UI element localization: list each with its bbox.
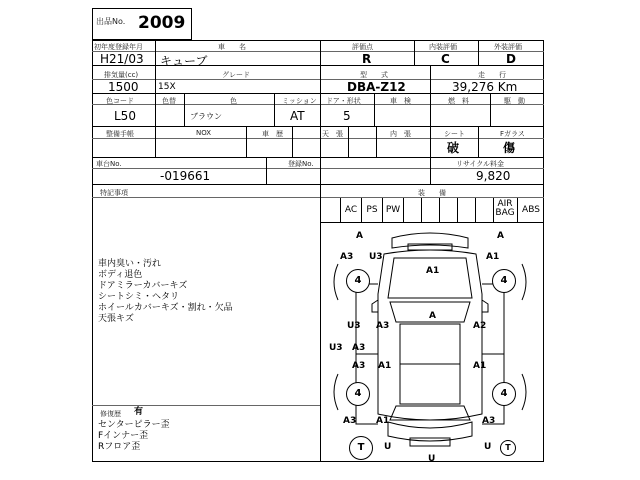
model-name: キューブ: [160, 54, 208, 68]
glass-label: Fガラス: [500, 130, 525, 138]
note-line: 車内臭い・汚れ: [98, 259, 162, 269]
model-label: 車 名: [218, 43, 246, 51]
exterior-label: 外装評価: [494, 43, 522, 51]
recycle-label: リサイクル料金: [456, 160, 505, 168]
drive-label: 駆 動: [504, 97, 525, 105]
damage-rear-left-a3: A3: [343, 416, 357, 426]
color-code: L50: [114, 109, 136, 123]
nox-label: NOX: [196, 129, 212, 137]
grade-label: グレード: [222, 71, 250, 79]
tire-rear-right: 4: [492, 382, 516, 406]
type-label: 型 式: [360, 71, 388, 79]
repair-label: 修復歴: [100, 410, 121, 418]
tire-rear-left: 4: [346, 382, 370, 406]
chassis-number: -019661: [160, 169, 211, 183]
doors: 5: [343, 109, 351, 123]
tire-rear-small: T: [500, 440, 516, 456]
interior-label: 内装評価: [429, 43, 457, 51]
repair-line: Rフロア歪: [98, 442, 141, 452]
inspection-label: 車 検: [390, 97, 411, 105]
damage-outer-a3: A3: [352, 343, 366, 353]
repair-line: Fインナー歪: [98, 431, 149, 441]
damage-front-left-a3: A3: [340, 252, 354, 262]
damage-hood: A1: [426, 266, 440, 276]
color-label: 色: [230, 97, 237, 105]
reg-year-label: 初年度登録年月: [94, 43, 143, 51]
damage-left-a3: A3: [376, 321, 390, 331]
mileage: 39,276 Km: [452, 80, 518, 94]
damage-rear-a1: A1: [376, 416, 390, 426]
damage-rear-right-a3: A3: [482, 416, 496, 426]
upholstery-label: 内 張: [390, 130, 411, 138]
damage-rear-u-right: U: [484, 442, 492, 452]
damage-roof: A: [429, 311, 436, 321]
grade: 15X: [158, 82, 176, 92]
note-line: 天張キズ: [98, 314, 134, 324]
chassis-label: 車台No.: [96, 160, 122, 168]
seat-condition: 破: [447, 141, 460, 155]
equipment-airbag: AIR BAG: [495, 199, 515, 218]
glass-condition: 傷: [503, 141, 516, 155]
mileage-label: 走 行: [478, 71, 506, 79]
recycle-fee: 9,820: [476, 169, 511, 183]
repair-line: センターピラー歪: [98, 420, 170, 430]
damage-rear-u-bottom: U: [428, 454, 436, 464]
manual-label: 整備手帳: [106, 130, 134, 138]
notes-title: 特記事項: [100, 189, 128, 197]
history-label: 車 歴: [262, 130, 283, 138]
note-line: ボディ退色: [98, 270, 143, 280]
equipment-ps: PS: [366, 205, 378, 215]
seat-label: シート: [444, 130, 465, 138]
equipment-pw: PW: [385, 205, 401, 215]
repair-list: [98, 420, 170, 453]
score: R: [362, 52, 372, 66]
equipment-title: 装 備: [418, 189, 446, 197]
displacement: 1500: [108, 80, 139, 94]
model-type: DBA-Z12: [347, 80, 406, 94]
damage-left-a1: A1: [378, 361, 392, 371]
damage-outer-u3: U3: [329, 343, 343, 353]
equipment-ac: AC: [344, 205, 358, 215]
registration-label: 登録No.: [288, 160, 314, 168]
transmission: AT: [290, 109, 305, 123]
repair-value: 有: [134, 407, 144, 417]
reg-year: H21/03: [100, 52, 144, 66]
lot-number: 2009: [138, 13, 186, 33]
damage-front-left-top: A: [356, 231, 363, 241]
damage-front-u3: U3: [369, 252, 383, 262]
tire-front-left: 4: [346, 269, 370, 293]
damage-front-right-a1: A1: [486, 252, 500, 262]
damage-front-right-top: A: [497, 231, 504, 241]
score-label: 評価点: [352, 43, 373, 51]
ceiling-label: 天 張: [322, 130, 343, 138]
interior-score: C: [441, 52, 450, 66]
displacement-label: 排気量(cc): [104, 71, 139, 79]
car-diagram: [330, 224, 530, 460]
tire-front-right: 4: [492, 269, 516, 293]
damage-left-u3: U3: [347, 321, 361, 331]
note-line: ドアミラーカバーキズ: [98, 281, 188, 291]
exterior-score: D: [506, 52, 516, 66]
note-line: シートシミ・ヘタリ: [98, 292, 180, 302]
equipment-abs: ABS: [522, 205, 540, 215]
doors-label: ドア・形状: [326, 97, 361, 105]
damage-right-a1-b: A1: [473, 361, 487, 371]
notes-list: [98, 259, 233, 325]
lot-number-label: 出品No.: [96, 17, 126, 26]
damage-left-a3-b: A3: [352, 361, 366, 371]
fuel-label: 燃 料: [448, 97, 469, 105]
equipment-blank: [320, 198, 341, 222]
transmission-label: ミッション: [282, 97, 317, 105]
color-code-label: 色コード: [106, 97, 134, 105]
equipment-grid: [320, 198, 544, 222]
damage-rear-u-left: U: [384, 442, 392, 452]
damage-right-a2: A2: [473, 321, 487, 331]
color-swap-label: 色替: [162, 97, 176, 105]
damage-t-mark: T: [349, 436, 373, 460]
color: ブラウン: [190, 112, 222, 121]
note-line: ホイールカバーキズ・割れ・欠品: [98, 303, 233, 313]
